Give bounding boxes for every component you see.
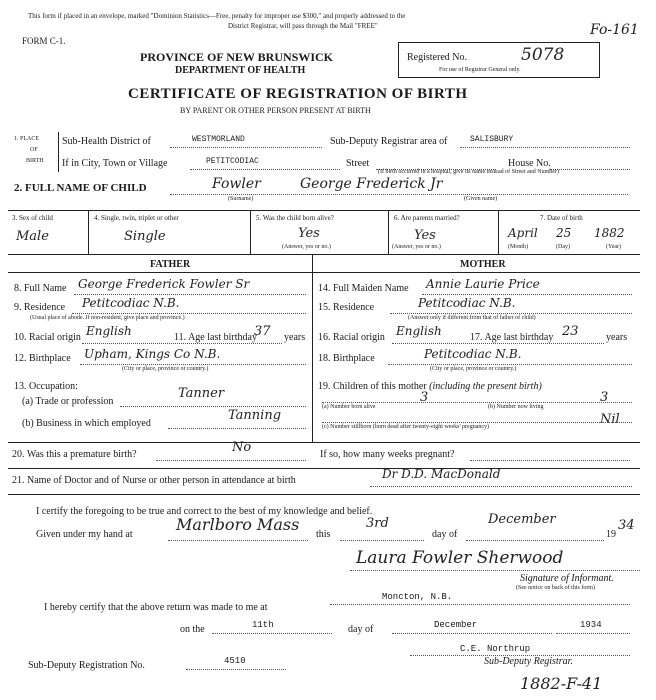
occupation-label: 13. Occupation: [14, 381, 78, 392]
mother-age-value: 23 [562, 324, 579, 339]
mother-years-label: years [606, 332, 628, 343]
sex-label: 3. Sex of child [12, 214, 53, 222]
street-label: Street [346, 158, 370, 169]
hospital-note: (If birth occurred in a hospital, give its name instead of Street and Number) [378, 169, 559, 175]
reg-no-label: Sub-Deputy Registration No. [28, 660, 145, 671]
father-heading: FATHER [150, 259, 191, 270]
married-value: Yes [414, 228, 436, 243]
form-number: FORM C-1. [22, 36, 66, 46]
mother-name-value: Annie Laurie Price [426, 277, 540, 291]
plurality-label: 4. Single, twin, triplet or other [94, 214, 179, 222]
place-label-1: 1. PLACE [14, 136, 40, 142]
child-name-label: 2. FULL NAME OF CHILD [14, 182, 147, 194]
made-year: 1934 [580, 620, 602, 630]
mother-birthplace-note: (City or place, province or country.) [430, 366, 517, 372]
mother-heading: MOTHER [460, 259, 506, 270]
father-age-value: 37 [254, 324, 271, 339]
father-racial-label: 10. Racial origin [14, 332, 81, 343]
sex-value: Male [16, 229, 49, 244]
given-label: Given under my hand at [36, 529, 133, 540]
registered-note: For use of Registrar General only. [439, 67, 521, 73]
mother-birthplace-label: 18. Birthplace [318, 353, 375, 364]
mail-notice: This form if placed in an envelope, marked "Dominion Statistics—Free, penalty for improper use $300," and properly addressed to the [28, 12, 406, 20]
father-birthplace-note: (City or place, province or country.) [122, 366, 209, 372]
children-label [318, 381, 542, 392]
father-years-label: years [284, 332, 306, 343]
registrar-label: Sub-Deputy Registrar. [484, 656, 573, 667]
father-racial-value: English [86, 324, 132, 338]
married-caption: (Answer, yes or no.) [392, 244, 441, 250]
made-at-value: Moncton, N.B. [382, 592, 453, 602]
father-residence-note: (Usual place of abode. If non-resident, give place and province.) [30, 315, 185, 321]
registered-label: Registered No. [407, 52, 467, 63]
city-value: PETITCODIAC [206, 157, 259, 166]
province-heading: PROVINCE OF NEW BRUNSWICK [140, 50, 334, 64]
alive-value: Yes [298, 226, 320, 241]
sub-health-value: WESTMORLAND [192, 135, 245, 144]
child-surname: Fowler [212, 176, 261, 192]
on-the-label: on the [180, 624, 205, 635]
sub-deputy-area-label: Sub-Deputy Registrar area of [330, 136, 448, 147]
given-month: December [488, 512, 556, 527]
trade-value: Tanner [178, 386, 225, 401]
informant-note: (See notice on back of this form) [516, 585, 595, 591]
hereby-text: I hereby certify that the above return was made to me at [44, 602, 268, 613]
mother-racial-label: 16. Racial origin [318, 332, 385, 343]
married-label: 6. Are parents married? [394, 214, 460, 222]
father-birthplace-label: 12. Birthplace [14, 353, 71, 364]
mother-age-label: 17. Age last birthday [470, 332, 554, 343]
now-living-value: 3 [600, 390, 609, 405]
given-day: 3rd [366, 516, 389, 531]
father-residence-value: Petitcodiac N.B. [82, 296, 180, 310]
informant-label: Signature of Informant. [520, 573, 614, 584]
made-day-of-label: day of [348, 624, 374, 635]
mother-residence-note: (Answer only if different from that of father of child) [408, 315, 536, 321]
children-label-b: (including the present birth) [429, 381, 542, 392]
certificate-title: CERTIFICATE OF REGISTRATION OF BIRTH [128, 86, 468, 102]
stillborn-label: (c) Number stillborn (born dead after twenty-eight weeks' pregnancy) [322, 424, 490, 430]
sub-deputy-area-value: SALISBURY [470, 135, 514, 144]
father-name-label: 8. Full Name [14, 283, 67, 294]
made-month: December [434, 620, 478, 630]
mother-residence-value: Petitcodiac N.B. [418, 296, 516, 310]
now-living-label: (b) Number now living [488, 404, 544, 410]
alive-label: 5. Was the child born alive? [256, 214, 334, 222]
made-day: 11th [252, 620, 274, 630]
given-year-prefix: 19 [606, 529, 616, 540]
father-age-label: 11. Age last birthday [174, 332, 257, 343]
premature-value: No [232, 440, 252, 455]
dob-month: April [508, 226, 538, 240]
informant-signature: Laura Fowler Sherwood [356, 548, 564, 568]
department-heading: DEPARTMENT OF HEALTH [175, 65, 306, 76]
mother-racial-value: English [396, 324, 442, 338]
sub-health-label: Sub-Health District of [62, 136, 151, 147]
child-given-name: George Frederick Jr [300, 176, 443, 192]
father-birthplace-value: Upham, Kings Co N.B. [84, 347, 221, 361]
mother-birthplace-value: Petitcodiac N.B. [424, 347, 522, 361]
plurality-value: Single [124, 229, 166, 244]
given-year: 34 [618, 518, 635, 533]
this-label: this [316, 529, 331, 540]
business-label: (b) Business in which employed [22, 418, 151, 429]
registered-number: 5078 [521, 45, 565, 65]
doctor-label: 21. Name of Doctor and of Nurse or other person in attendance at birth [12, 475, 296, 486]
trade-label: (a) Trade or profession [22, 396, 114, 407]
business-value: Tanning [228, 408, 282, 423]
month-caption: (Month) [508, 244, 528, 250]
day-of-label: day of [432, 529, 458, 540]
father-residence-label: 9. Residence [14, 302, 66, 313]
weeks-label: If so, how many weeks pregnant? [320, 449, 455, 460]
children-label-a: 19. Children of this mother [318, 381, 427, 392]
premature-label: 20. Was this a premature birth? [12, 449, 137, 460]
archive-ref-top: Fo-161 [590, 22, 639, 38]
reg-no-value: 4510 [224, 656, 246, 666]
given-caption: (Given name) [464, 196, 498, 202]
stillborn-value: Nil [600, 412, 620, 427]
mother-name-label: 14. Full Maiden Name [318, 283, 409, 294]
mail-notice-2: District Registrar, will pass through the Mail "FREE" [228, 22, 378, 30]
place-label-2: OF [30, 147, 38, 153]
father-name-value: George Frederick Fowler Sr [78, 277, 250, 291]
given-place: Marlboro Mass [176, 515, 300, 534]
day-caption: (Day) [556, 244, 570, 250]
registrar-signature: C.E. Northrup [460, 644, 531, 654]
registered-box [398, 42, 600, 78]
dob-year: 1882 [594, 226, 625, 240]
place-label-3: BIRTH [26, 158, 44, 164]
mother-residence-label: 15. Residence [318, 302, 375, 313]
born-alive-label: (a) Number born alive [322, 404, 376, 410]
house-label: House No. [508, 158, 551, 169]
doctor-value: Dr D.D. MacDonald [382, 467, 501, 481]
archive-ref-bottom: 1882-F-41 [520, 674, 603, 693]
year-caption: (Year) [606, 244, 622, 250]
born-alive-value: 3 [420, 390, 429, 405]
city-label: If in City, Town or Village [62, 158, 168, 169]
dob-label: 7. Date of birth [540, 214, 583, 222]
certify-text: I certify the foregoing to be true and correct to the best of my knowledge and belief. [36, 506, 373, 517]
alive-caption: (Answer, yes or no.) [282, 244, 331, 250]
dob-day: 25 [556, 226, 572, 240]
certificate-subtitle: BY PARENT OR OTHER PERSON PRESENT AT BIRTH [180, 106, 371, 115]
surname-caption: (Surname) [228, 196, 254, 202]
